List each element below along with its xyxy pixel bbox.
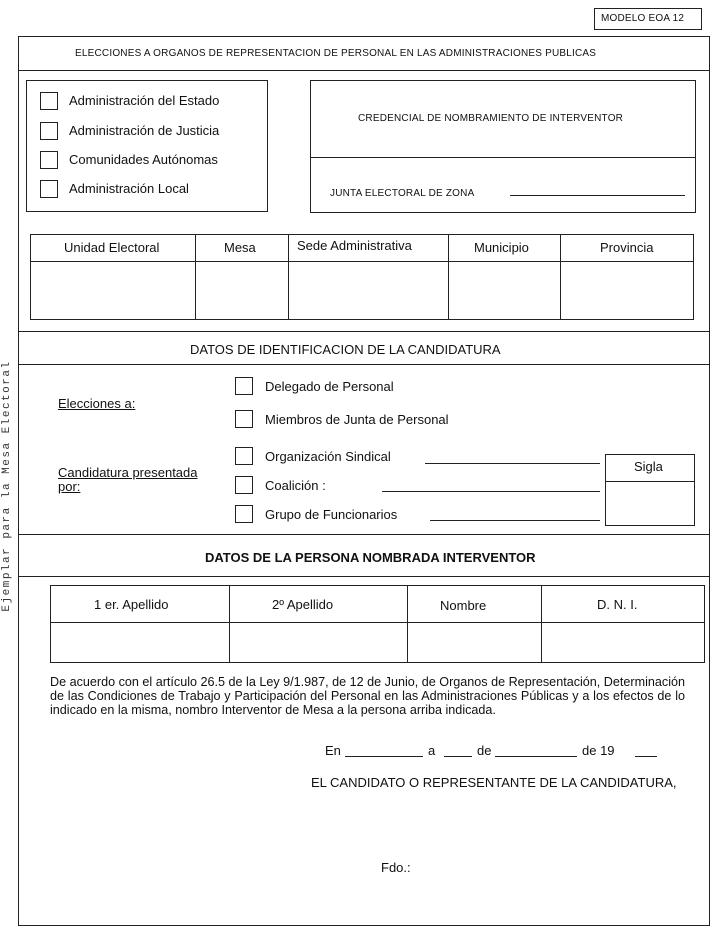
grupo-funcionarios-field[interactable]: [430, 520, 600, 521]
signature-field[interactable]: [412, 850, 612, 874]
checkbox-miembros-junta[interactable]: [235, 410, 253, 428]
section-candidatura-heading: DATOS DE IDENTIFICACION DE LA CANDIDATURA: [190, 342, 501, 357]
label-grupo-funcionarios: Grupo de Funcionarios: [265, 507, 398, 522]
cell-sede-administrativa[interactable]: [289, 262, 447, 319]
checkbox-delegado-personal[interactable]: [235, 377, 253, 395]
date-a-label: a: [428, 743, 436, 758]
signature-label: Fdo.:: [381, 860, 411, 875]
model-label: MODELO EOA 12: [601, 13, 685, 24]
section-divider: [18, 534, 710, 535]
date-year-field[interactable]: [635, 756, 657, 757]
date-year-label: de 19: [582, 743, 615, 758]
title-divider: [18, 70, 710, 71]
cell-segundo-apellido[interactable]: [230, 623, 406, 662]
label-comunidades-autonomas: Comunidades Autónomas: [69, 152, 218, 167]
form-title: ELECCIONES A ORGANOS DE REPRESENTACION DE PERSONAL EN LAS ADMINISTRACIONES PUBLICAS: [75, 48, 597, 59]
junta-field[interactable]: [510, 195, 685, 196]
checkbox-administracion-estado[interactable]: [40, 92, 58, 110]
label-delegado-personal: Delegado de Personal: [265, 379, 394, 394]
date-place-field[interactable]: [345, 756, 423, 757]
date-de-label: de: [477, 743, 492, 758]
header-primer-apellido: 1 er. Apellido: [94, 597, 169, 612]
junta-label: JUNTA ELECTORAL DE ZONA: [330, 188, 475, 199]
header-mesa: Mesa: [224, 240, 256, 255]
header-segundo-apellido: 2º Apellido: [272, 597, 334, 612]
credencial-divider: [310, 157, 696, 158]
sigla-field[interactable]: [607, 483, 693, 524]
cell-nombre[interactable]: [408, 623, 540, 662]
header-dni: D. N. I.: [597, 597, 638, 612]
header-sede-administrativa: Sede Administrativa: [297, 238, 412, 253]
cell-municipio[interactable]: [449, 262, 559, 319]
cell-unidad-electoral[interactable]: [31, 262, 194, 319]
checkbox-administracion-local[interactable]: [40, 180, 58, 198]
side-copy-label: Ejemplar para la Mesa Electoral: [1, 360, 13, 612]
cell-mesa[interactable]: [196, 262, 287, 319]
label-organizacion-sindical: Organización Sindical: [265, 449, 391, 464]
elecciones-label: Elecciones a:: [58, 396, 136, 411]
model-label-box: [594, 8, 702, 30]
header-nombre: Nombre: [440, 598, 487, 613]
signer-label: EL CANDIDATO O REPRESENTANTE DE LA CANDIDATURA,: [311, 775, 677, 790]
cell-dni[interactable]: [542, 623, 704, 662]
checkbox-coalicion[interactable]: [235, 476, 253, 494]
label-administracion-justicia: Administración de Justicia: [69, 123, 220, 138]
cell-primer-apellido[interactable]: [51, 623, 228, 662]
organizacion-sindical-field[interactable]: [425, 463, 600, 464]
checkbox-organizacion-sindical[interactable]: [235, 447, 253, 465]
label-coalicion: Coalición :: [265, 478, 326, 493]
section-divider: [18, 576, 710, 577]
header-municipio: Municipio: [474, 240, 529, 255]
label-administracion-estado: Administración del Estado: [69, 93, 220, 108]
checkbox-comunidades-autonomas[interactable]: [40, 151, 58, 169]
checkbox-administracion-justicia[interactable]: [40, 122, 58, 140]
sigla-divider: [605, 481, 695, 482]
label-administracion-local: Administración Local: [69, 181, 189, 196]
sigla-label: Sigla: [634, 459, 663, 474]
candidatura-label-por: por:: [58, 479, 81, 494]
date-en-label: En: [325, 743, 341, 758]
header-provincia: Provincia: [600, 240, 654, 255]
section-divider: [18, 364, 710, 365]
label-miembros-junta: Miembros de Junta de Personal: [265, 412, 449, 427]
cell-provincia[interactable]: [561, 262, 693, 319]
date-month-field[interactable]: [495, 756, 577, 757]
section-divider: [18, 331, 710, 332]
header-unidad-electoral: Unidad Electoral: [64, 240, 160, 255]
coalicion-field[interactable]: [382, 491, 600, 492]
checkbox-grupo-funcionarios[interactable]: [235, 505, 253, 523]
declaration-paragraph: De acuerdo con el artículo 26.5 de la Ley 9/1.987, de 12 de Junio, de Organos de Representación, Determinación de las Condiciones de Trabajo y Participación del Personal en las Administraciones Públicas y a los efectos de lo indicado en la misma, nombro Interventor de Mesa a la persona arriba indicada.: [50, 675, 685, 717]
section-persona-heading: DATOS DE LA PERSONA NOMBRADA INTERVENTOR: [205, 550, 536, 565]
credencial-title: CREDENCIAL DE NOMBRAMIENTO DE INTERVENTOR: [358, 113, 624, 124]
date-day-field[interactable]: [444, 756, 472, 757]
candidatura-label: Candidatura presentada: [58, 465, 198, 480]
